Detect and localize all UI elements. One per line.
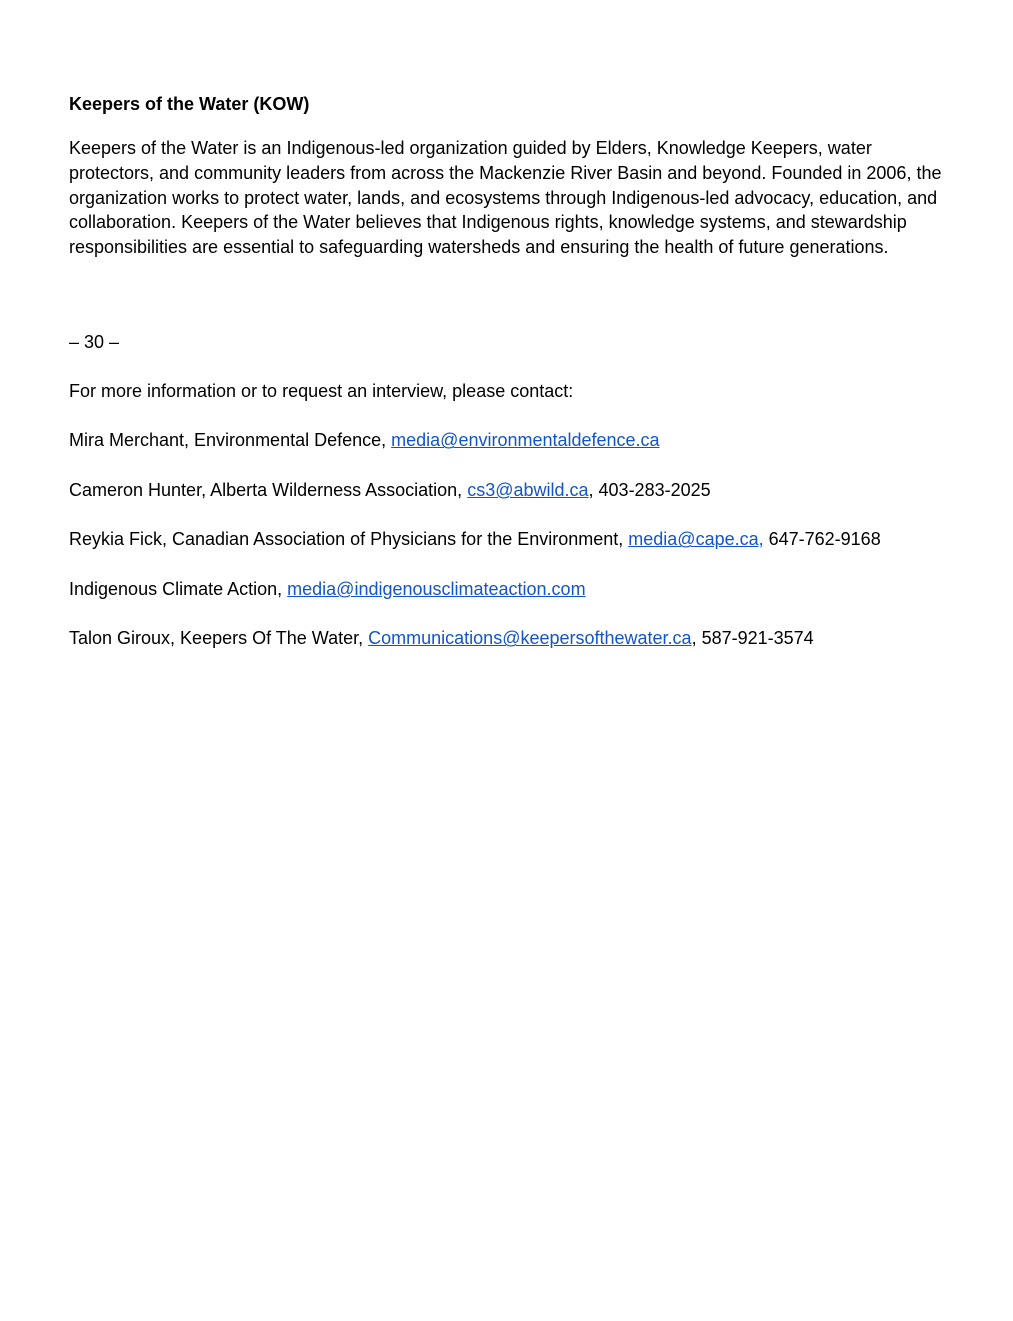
end-mark: – 30 – [69,331,120,352]
contact-line [69,478,944,503]
contact-phone: , 587-921-3574 [691,628,814,649]
contact-email-link[interactable]: media@indigenousclimateaction.com [287,578,586,599]
contact-name: Cameron Hunter, Alberta Wilderness Association, [69,479,468,500]
contact-email-link[interactable]: cs3@abwild.ca [467,479,589,500]
contact-email-link[interactable]: media@environmentaldefence.ca [391,430,660,451]
document-content [69,93,944,651]
contact-name: Indigenous Climate Action, [69,578,288,599]
contact-intro: For more information or to request an interview, please contact: [69,380,574,401]
contact-line [69,527,944,552]
contact-email-link[interactable]: media@cape.ca, [628,529,764,550]
contact-name: Reykia Fick, Canadian Association of Physicians for the Environment, [69,529,629,550]
contact-line [69,626,944,651]
organization-description: Keepers of the Water is an Indigenous-led organization guided by Elders, Knowledge Keepers, water protectors, and community leaders from across the Mackenzie River Basin and beyond. Founded in 2006, the organization works to protect water, lands, and ecosystems through Indigenous-led advocacy, education, and collaboration. Keepers of the Water believes that Indigenous rights, knowledge systems, and stewardship responsibilities are essential to safeguarding watersheds and ensuring the health of future generations. [69,138,942,258]
contact-line [69,428,944,453]
contact-name: Mira Merchant, Environmental Defence, [69,430,392,451]
contact-phone: , 403-283-2025 [588,479,711,500]
contact-name: Talon Giroux, Keepers Of The Water, [69,628,369,649]
section-heading: Keepers of the Water (KOW) [69,94,310,114]
contact-line [69,577,944,602]
contact-phone: 647-762-9168 [763,529,881,550]
contact-email-link[interactable]: Communications@keepersofthewater.ca [368,628,692,649]
